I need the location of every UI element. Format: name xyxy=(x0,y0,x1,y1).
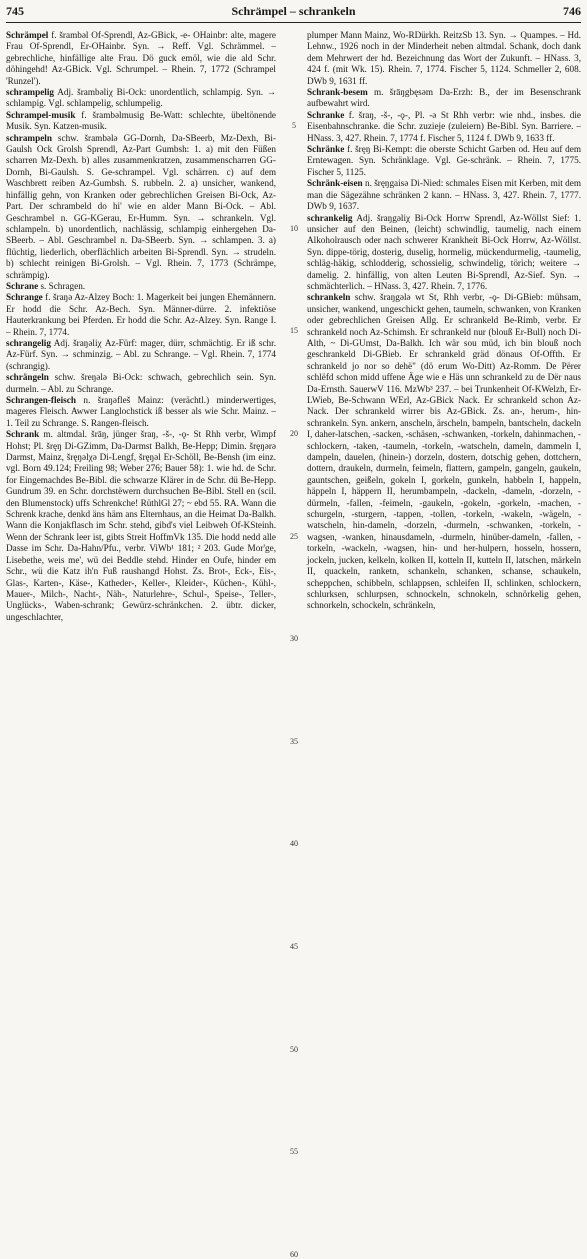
dictionary-entry xyxy=(307,144,581,178)
dictionary-entry xyxy=(6,133,276,281)
dictionary-entry xyxy=(307,178,581,212)
line-number: 50 xyxy=(290,1044,298,1054)
entry-headword: Schranke xyxy=(307,109,345,120)
entry-body: f. šręŋ Bi-Kempt: die oberste Schicht Garben od. Heu auf dem Erntewagen. Syn. Schränklage. Vgl. Ge-schränk. – Rhein. 7, 1775. Fischer 5, 1125. xyxy=(307,144,581,177)
line-number: 5 xyxy=(292,121,296,131)
entry-headword: Schrank xyxy=(6,429,40,440)
right-column xyxy=(307,30,581,850)
entry-body: schw. šreŋǝlǝ Bi-Ock: schwach, gebrechlich sein. Syn. durmeln. – Abl. zu Schrange. xyxy=(6,372,276,394)
entry-headword: schrangelig xyxy=(6,337,51,348)
entry-headword: Schrank-besem xyxy=(307,87,368,98)
dictionary-entry xyxy=(307,292,581,611)
entry-headword: schrampeln xyxy=(6,132,52,143)
dictionary-entry xyxy=(307,110,581,144)
entry-headword: Schränke xyxy=(307,144,345,155)
entry-body: Adj. šraŋgǝliχ Bi-Ock Horrw Sprendl, Az-Wöllst Sief: 1. unsicher auf den Beinen, (leicht) schwindlig, taumelig, nach einem Alkoholrausch oder nach schwerer Krankheit Bi-Ock Horrw, Az-Wöllst. Syn. dippe-törig, dosterig, duselig, hormelig, mückendurmelig, -taumelig, schläg-häkig, schlodderig, schossielig, schwindelig, törich; weitere → damelig. 2. hinfällig, von alten Leuten Bi-Sprendl, Az-Sief. Syn. → schmächterlich. – HNass. 3, 427. Rhein. 7, 1776. xyxy=(307,212,581,291)
entry-headword: Schrampel-musik xyxy=(6,109,76,120)
entry-body: n. šraŋǝfleš Mainz: (verächtl.) minderwertiges, mageres Fleisch. Awwer Langlochstick iß besser als wie Schr. Mainz. – 1. Teil zu Schrange. S. Rangen-fleisch. xyxy=(6,395,276,428)
line-number: 15 xyxy=(290,326,298,336)
entry-body: Adj. šrambǝliχ Bi-Ock: unordentlich, schlampig. Syn. → schlampig. Vgl. schlampelig, schlumpelig. xyxy=(6,87,276,109)
dictionary-entry xyxy=(6,395,276,429)
dictionary-entry xyxy=(6,110,276,133)
entry-body: f. šraŋ, -š-, -ǫ-, Pl. -ǝ St Rhh verbr: wie nhd., insbes. die Eisenbahnschranke. die Schr. zuzieje (zuleiern) Be-Bibl. Syn. Barriere. – HNass. 3, 427. Rhein. 7, 1774 f. Fischer 5, 1124 f. DWb 9, 1633 ff. xyxy=(307,109,581,143)
entry-body: plumper Mann Mainz, Wo-RDürkh. ReitzSb 13. Syn. → Quampes. – Hd. Lehnw., 1926 noch in der Minderheit neben altmdal. Schank, doch dank dem Mehrwert der hd. Bezeichnung das Wort der Zukunft. – HNass. 3, 424 f. (mit Wk. 15). Rhein. 7, 1774. Fischer 5, 1124. Schmeller 2, 608. DWb 9, 1631 ff. xyxy=(307,30,581,86)
entry-body: schw. šraŋgǝlǝ wt St, Rhh verbr, -ǫ- Di-GBieb: mühsam, unsicher, wankend, ungeschickt gehen, taumeln, schwanken, von Kranken oder gebrechlichen Greisen Allg. Er schrankeld Be-Rimb, verbr. Er schrankeld noch Az-Schimsh. Er schrankeld nur (blouß Er-Bull) noch Di-Alth, ~ Di-GUmst, Da-Balkh. Ich wär sou müd, ich bin blouß noch geschrankeld Di-GBieb. Er schrankeld gräd dönaus Of-Offth. Er schrankeld jo nor so dehë" (dö erum Wo-Ditt) Az-Romm. De Përer schlëfd schon midd uffene Äge wie e Häs unn schrankeld zu de Dër naus Da-Ernsth. SauerwV 116. MzWb³ 237. – bei Trunkenheit Of-KWelzh, Er-LWieb, Be-Schwann WErl, Az-GBick Nack. Er schrankeld schon Az-Nack. Der schrankeld wirrer bis Az-GBick. Zs. an-, herum-, hin-schrankeln. Syn. ankern, anscheln, ärscheln, bampeln, bantscheln, dackeln I, daher-latschen, -sacken, -schäsen, -schwanken, -torkeln, dahinmachen, -schlockern, -taken, -taumeln, -torkeln, -watscheln, dameln, dammeln I, dampeln, dauelen, (hinein-) dorzeln, dostern, dotschig gehen, dottchern, dottern, draukeln, durmeln, feimeln, flattern, gampeln, gangeln, gaukeln, gauntschen, geißeln, gokeln I, gorkeln, gunkeln, habbeln I, happeln, häppeln I, häppern II, herumbampeln, -dackeln, -dameln, -dorzeln, -dürmeln, -fallen, -feimeln, -gaukeln, -gokeln, -gorkeln, -machen, -schurgeln, -sturgern, -tappen, -tollen, -torkeln, -wakeln, -wägeln, -watscheln, hin-dameln, -dorzeln, -durmeln, -schwanken, -torkeln, -wagsen, -wanken, hinausdameln, -durmeln, hinüber-dameln, -fallen, -torkeln, -wackeln, -wagsen, hin- und her-hulpern, hosseln, hossern, jockeln, jucken, kelkeln, kolken II, kotteln II, kutteln II, latschen, märkeln II, quackeln, ranketn, schankeln, schanken, schanse, schaukeln, scheppchen, schibbeln, schlappsen, schleifen II, schlinken, schlockern, schlurksen, schlurpsen, schnockeln, schnokeln, schnörkelig gehen, schnorkeln, schockeln, schränkeln, xyxy=(307,292,581,611)
entry-headword: schrankeln xyxy=(307,292,351,303)
entry-body: s. Schragen. xyxy=(38,280,86,291)
entry-body: n. šręŋgaisǝ Di-Nied: schmales Eisen mit Kerben, mit dem man die Sägezähne schränken 2 kann. – HNass. 3, 427. Rhein. 7, 1777. DWb 9, 1637. xyxy=(307,178,581,212)
entry-body: Adj. šraŋǝliχ Az-Fürf: mager, dürr, schmächtig. Er iß schr. Az-Fürf. Syn. → schminzig. – Abl. zu Schrange. – Vgl. Rhein. 7, 1774 (schrangig). xyxy=(6,337,276,371)
dictionary-entry xyxy=(6,292,276,338)
line-number: 60 xyxy=(290,1249,298,1259)
dictionary-entry xyxy=(6,372,276,395)
running-title: Schrämpel – schrankeln xyxy=(231,4,356,18)
entry-body: f. šraŋǝ Az-Alzey Boch: 1. Magerkeit bei jungen Ehemännern. Er hodd die Schr. Az-Bech. Syn. Männer-dürre. 2. infektiöse Hauterkrankung bei Pferden. Er hodd die Schr. Az-Alzey. Syn. Range I. – Rhein. 7, 1774. xyxy=(6,292,276,337)
line-number: 45 xyxy=(290,942,298,951)
page-header xyxy=(6,4,581,22)
dictionary-entry xyxy=(6,281,276,292)
entry-headword: schrankelig xyxy=(307,212,353,223)
entry-headword: schrängeln xyxy=(6,372,49,383)
page-number-right: 746 xyxy=(563,4,581,18)
dictionary-entry xyxy=(6,30,276,87)
entry-body: f. šrambǝlmusig Be-Watt: schlechte, übeltönende Musik. Syn. Katzen-musik. xyxy=(6,109,276,132)
entry-headword: Schrangen-fleisch xyxy=(6,395,76,405)
dictionary-entry xyxy=(307,87,581,110)
line-number: 35 xyxy=(290,736,298,746)
entry-headword: Schrane xyxy=(6,280,39,291)
dictionary-entry xyxy=(307,213,581,293)
line-number: 55 xyxy=(290,1147,298,1157)
line-number: 10 xyxy=(290,223,298,233)
dictionary-entry xyxy=(6,87,276,110)
entry-headword: Schrange xyxy=(6,292,43,303)
entry-headword: Schränk-eisen xyxy=(307,178,363,189)
page-number-left: 745 xyxy=(6,4,24,18)
entry-body: schw. šrambǝlǝ GG-Dornh, Da-SBeerb, Mz-Dexh, Bi-Gaulsh Ock Grolsh Sprendl, Az-Part Gumbsh: 1. a) mit den Füßen scharren Mz-Dexh. b) alles zusammenkratzen, zusammenscharren GG-Dornh, Bi-Gaulsh. S. Ge-schrampel. Vgl. schärren. c) auf dem Waschbrett reiben Az-Gumbsh. S. rubbeln. 2. a) unsicher, wankend, hinfällig gehn, von Kranken oder gebrechlichen Greisen Bi-Ock, Az-Part. Der schrambeld do hi' wie en alder Mann Bi-Ock. – Abl. Geschrambel n. GG-KGerau, Er-Humm. Syn. → schrankeln. Vgl. schlampeln. b) unordentlich, nachlässig, schlampig einhergehen Da-SBeerb. – Abl. Geschrambel n. Da-SBeerb. Syn. → schlampen. 3. a) flüchtig, liederlich, oberflächlich arbeiten Bi-Sprendl. Syn. → strudeln. b) schlecht reinigen Bi-Grolsh. – Vgl. Rhein. 7, 1773 (Schrämpe, schrämpig). xyxy=(6,132,276,280)
dictionary-entry xyxy=(6,429,276,623)
dictionary-entry xyxy=(307,30,581,87)
line-number: 25 xyxy=(290,531,298,541)
entry-headword: schrampelig xyxy=(6,87,54,98)
entry-body: m. altmdal. šrāŋ, jünger šraŋ, -š-, -ǫ- St Rhh verbr, Wimpf Hohst; Pl. šręŋ Di-GZimm, Da-Darmst Balkh, Be-Hepp; Dimin. šręŋǝrǝ Darmst, Mainz, šręŋǝlχǝ Di-Lengf, šręŋǝl Er-Schöll, Be-Bensh (im einz. vgl. Born 49.124; Freiling 98; Weber 276; Bauer 58): 1. wie hd. de Schr. for Eingemachdes Be-Bibl. die schwarze Klärer in de Schr. dü Be-Hepp. Gundrum 39. en Schr. dorchstëwern durchsuchen Be-Bibl. Stell en (scil. den Blumenstock) uffs Schrenkche! RüthlGl 27; ~ ebd 55. RA. Wann die Schrenk krache, denkd äns häm ans Elternhaus, an die Heimat Da-Balkh. Wann die Konjakflasch im Schr. stehd, gibd's viel Leibweh Of-KSteinh. Wenn der Schrank leer ist, gibts Streit HoffmVk 135. Die hodd nedd alle Dasse im Schr. Da-Hahn/Pfu., verbr. ViWb¹ 181; ² 203. Gude Mor'ge, Lisebethe, weis me', wü dei Beddle stehd. Hinder en Oufe, hinder em Schr., wü die Katz ih'n Fuß raushangd Hohst. Zs. Brot-, Eck-, Eis-, Glas-, Karten-, Käse-, Katheder-, Keller-, Kleider-, Küchen-, Kühl-, Mauer-, Milch-, Nacht-, Näh-, Naturlehre-, Schul-, Speise-, Teller-, Unglücks-, Waben-schrank; Gewürz-schränkchen. 2. übtr. dicker, ungeschlachter, xyxy=(6,429,276,622)
entry-headword: Schrämpel xyxy=(6,30,49,40)
dictionary-entry xyxy=(6,338,276,372)
line-number: 40 xyxy=(290,839,298,849)
entry-body: f. šrambǝl Of-Sprendl, Az-GBick, -e- OHainbr: alte, magere Frau Of-Sprendl, Er-OHainbr. Syn. → Reff. Vgl. Schrämmel. – gebrechliche, hinfällige alte Frau. Dö guck emöl, wie die ald Schr. döhingehd! Az-GBick. Vgl. Schrumpel. – Rhein. 7, 1772 (Schrampel 'Runzel'). xyxy=(6,30,276,86)
entry-body: m. šrāŋgbęsǝm Da-Erzh: B., der im Besenschrank aufbewahrt wird. xyxy=(307,87,581,109)
left-column xyxy=(6,30,276,850)
line-number: 30 xyxy=(290,634,298,644)
line-number: 20 xyxy=(290,429,298,438)
header-rule xyxy=(6,22,581,23)
